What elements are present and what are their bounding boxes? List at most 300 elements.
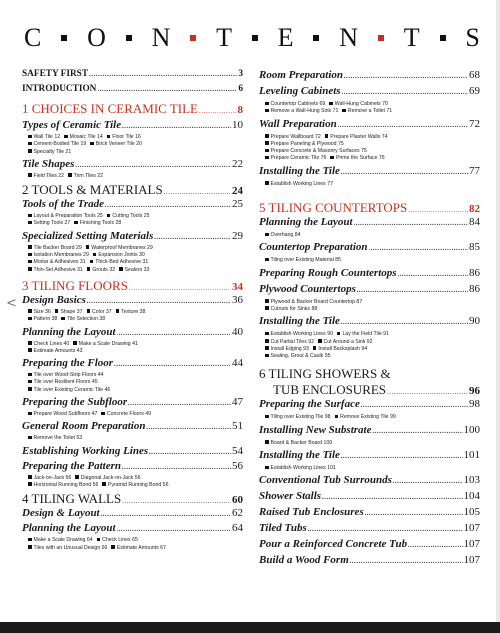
bullet-square-icon <box>107 214 111 218</box>
subtopic-item[interactable]: Install Backsplash 94 <box>313 346 367 352</box>
page-number: 103 <box>463 474 480 487</box>
page-number: 86 <box>469 282 480 295</box>
dot-leader <box>122 464 231 471</box>
bullet-square-icon <box>28 475 32 479</box>
bullet-square-icon <box>329 102 333 106</box>
dot-leader <box>308 526 463 533</box>
bullet-square-icon <box>265 156 269 160</box>
bullet-square-icon <box>265 466 269 470</box>
bullet-square-icon <box>265 332 269 336</box>
subtopic-item[interactable]: Diagonal Jack-on-Jack 56 <box>75 475 140 481</box>
page-number: 51 <box>232 420 243 433</box>
subtopics <box>259 181 480 188</box>
dot-leader <box>357 287 468 294</box>
bullet-square-icon <box>74 221 78 225</box>
entry-title: INTRODUCTION <box>22 84 97 94</box>
page-number: 82 <box>469 203 480 216</box>
subtopic-item[interactable]: Tiles with an Unusual Design 66 <box>28 545 107 551</box>
dot-leader <box>408 207 468 214</box>
subtopics <box>22 173 243 180</box>
dot-leader <box>322 494 462 501</box>
contents-left-column <box>22 69 243 554</box>
page-number: 34 <box>232 280 243 293</box>
subtopics <box>22 213 243 228</box>
dot-leader <box>89 71 237 78</box>
toc-entry-surface[interactable] <box>259 398 480 414</box>
bullet-square-icon <box>55 309 59 313</box>
subtopics <box>22 411 243 418</box>
subtopics <box>259 299 480 314</box>
entry-title: Planning the Layout <box>22 325 116 338</box>
toc-entry-raised[interactable] <box>259 506 480 522</box>
subtopic-item[interactable]: Mortar & Adhesives 31 <box>28 259 86 265</box>
dot-leader <box>408 542 462 549</box>
subtopics <box>22 245 243 274</box>
bullet-square-icon <box>28 309 32 313</box>
bullet-square-icon <box>28 267 32 271</box>
bullet-square-icon <box>28 545 32 549</box>
toc-entry-shapes[interactable] <box>22 158 243 173</box>
subtopic-item[interactable]: Pyramid Running Bond 56 <box>102 482 168 488</box>
toc-entry-install-walls[interactable] <box>259 165 480 181</box>
subtopic-item[interactable]: Cut Partial Tiles 92 <box>265 339 314 345</box>
subtopic-item[interactable]: Prime the Surface 76 <box>330 155 384 161</box>
entry-title: Preparing the Floor <box>22 357 114 370</box>
subtopic-item[interactable]: Cement-Bodied Tile 19 <box>28 141 86 147</box>
subtopic-item[interactable]: Specialty Tile 21 <box>28 149 71 155</box>
dot-leader <box>344 73 468 80</box>
bullet-square-icon <box>28 317 32 321</box>
title-letter: T <box>403 23 420 52</box>
subtopic-item[interactable]: Check Lines 65 <box>97 537 138 543</box>
dot-leader <box>97 86 237 93</box>
subtopic-item[interactable]: Establish Working Lines 77 <box>265 181 333 187</box>
subtopic-item[interactable]: Estimate Amounts 43 <box>28 348 83 354</box>
page-number: 56 <box>232 459 243 472</box>
subtopic-item[interactable]: Cutting Tools 25 <box>107 213 150 219</box>
bullet-square-icon <box>265 440 269 444</box>
bullet-square-icon <box>119 267 123 271</box>
entry-title: Planning the Layout <box>259 216 353 229</box>
subtopic-item[interactable]: Tile over Resilient Floors 45 <box>28 379 98 385</box>
page-number: 54 <box>232 444 243 457</box>
chapter-6-heading-line2[interactable] <box>259 382 480 398</box>
bullet-square-icon <box>28 412 32 416</box>
bullet-square-icon <box>86 245 90 249</box>
contents-title <box>24 20 480 56</box>
toc-entry-surrounds[interactable] <box>259 474 480 490</box>
bullet-square-icon <box>93 253 97 257</box>
dot-leader <box>341 169 468 176</box>
subtopic-item[interactable]: Prepare Ceramic Tile 76 <box>265 155 326 161</box>
entry-title: Room Preparation <box>259 69 344 81</box>
entry-title: 2 TOOLS & MATERIALS <box>22 182 163 198</box>
toc-entry-tiled-tubs[interactable] <box>259 522 480 538</box>
bullet-square-icon <box>28 341 32 345</box>
toc-entry-plywood[interactable] <box>259 283 480 299</box>
toc-entry-plan-counter[interactable] <box>259 216 480 232</box>
dot-leader <box>128 400 231 407</box>
subtopic-item[interactable]: Make a Scale Drawing 41 <box>73 341 138 347</box>
bullet-square-icon <box>265 149 269 153</box>
entry-title: Planning the Layout <box>22 522 116 535</box>
subtopic-item[interactable]: Estimate Amounts 67 <box>111 545 166 551</box>
entry-title: Pour a Reinforced Concrete Tub <box>259 538 408 551</box>
entry-title: Establishing Working Lines <box>22 444 149 457</box>
title-dot <box>190 35 196 41</box>
dot-leader <box>341 453 463 460</box>
entry-title: Installing the Tile <box>259 164 340 177</box>
bullet-square-icon <box>28 173 32 177</box>
bullet-square-icon <box>28 260 32 264</box>
page-number: 68 <box>469 69 480 81</box>
subtopic-item[interactable]: Thin-Set Adhesive 31 <box>28 267 83 273</box>
dot-leader <box>87 298 231 305</box>
subtopics <box>259 257 480 264</box>
entry-title: SAFETY FIRST <box>22 69 89 79</box>
page-number: 107 <box>463 554 480 567</box>
toc-entry-install-shower[interactable] <box>259 449 480 465</box>
bullet-square-icon <box>28 538 32 542</box>
bullet-square-icon <box>28 380 32 384</box>
entry-title: Conventional Tub Surrounds <box>259 474 392 487</box>
subtopic-item[interactable]: Prepare Wood Subfloors 47 <box>28 411 97 417</box>
subtopics <box>22 537 243 552</box>
page-number: 96 <box>469 385 480 398</box>
subtopic-item[interactable]: Wall-Hung Cabinets 70 <box>329 101 388 107</box>
bullet-square-icon <box>265 109 269 113</box>
title-dot <box>440 35 446 41</box>
toc-entry-subfloor[interactable] <box>22 396 243 411</box>
dot-leader <box>154 234 231 241</box>
subtopic-item[interactable]: Size 36 <box>28 309 51 315</box>
bullet-square-icon <box>61 317 65 321</box>
toc-entry-room-prep[interactable] <box>259 69 480 85</box>
page-number: 25 <box>232 198 243 211</box>
bullet-square-icon <box>342 109 346 113</box>
toc-entry-plan[interactable] <box>22 326 243 341</box>
bullet-square-icon <box>265 339 269 343</box>
title-dot <box>378 35 384 41</box>
subtopic-item[interactable]: Overhang 84 <box>265 232 301 238</box>
bullet-square-icon <box>87 267 91 271</box>
contents-right-column <box>259 69 480 570</box>
dot-leader <box>338 122 468 129</box>
toc-entry-introduction[interactable] <box>22 84 243 99</box>
entry-title: 3 TILING FLOORS <box>22 277 128 293</box>
bullet-square-icon <box>97 538 101 542</box>
toc-entry-prep-floor[interactable] <box>22 357 243 372</box>
dot-leader <box>122 498 231 505</box>
bullet-square-icon <box>265 141 269 145</box>
dot-leader <box>199 108 237 115</box>
bullet-square-icon <box>265 354 269 358</box>
title-letter: N <box>151 23 171 52</box>
bullet-square-icon <box>28 373 32 377</box>
dot-leader <box>387 389 468 396</box>
entry-title: Tile Shapes <box>22 157 75 170</box>
subtopics <box>259 414 480 421</box>
subtopic-item[interactable]: Brick Veneer Tile 20 <box>90 141 142 147</box>
subtopics <box>259 465 480 472</box>
toc-entry-materials[interactable] <box>22 230 243 245</box>
subtopics <box>259 440 480 447</box>
subtopic-item[interactable]: Establish Working Lines 101 <box>265 465 336 471</box>
dot-leader <box>398 271 468 278</box>
page-number: 44 <box>232 357 243 370</box>
page-number: 24 <box>232 185 243 198</box>
toc-entry-stalls[interactable] <box>259 490 480 506</box>
toc-entry-countertop-prep[interactable] <box>259 241 480 257</box>
prev-page-arrow-icon[interactable]: < <box>6 296 17 311</box>
page-number: 84 <box>469 216 480 229</box>
subtopic-item[interactable]: Prepare Wallboard 72 <box>265 134 321 140</box>
dot-leader <box>365 510 463 517</box>
subtopic-item[interactable]: Mosaic Tile 14 <box>64 134 103 140</box>
entry-title: Preparing the Surface <box>259 398 360 411</box>
subtopic-item[interactable]: Tile over Existing Ceramic Tile 46 <box>28 387 110 393</box>
page-number: 22 <box>232 157 243 170</box>
toc-entry-safety-first[interactable] <box>22 69 243 84</box>
entry-title: Build a Wood Form <box>259 554 349 567</box>
page-number: 40 <box>232 325 243 338</box>
bullet-square-icon <box>68 173 72 177</box>
subtopics <box>259 101 480 116</box>
title-dot <box>252 35 258 41</box>
entry-title: General Room Preparation <box>22 420 146 433</box>
page-edge-shadow <box>496 0 500 633</box>
subtopic-item[interactable]: Lay the Field Tile 91 <box>337 331 389 337</box>
toc-entry-types[interactable] <box>22 119 243 134</box>
chapter-4-heading[interactable] <box>22 491 243 507</box>
subtopic-item[interactable]: Texture 38 <box>116 309 146 315</box>
subtopic-item[interactable]: Check Lines 40 <box>28 341 69 347</box>
toc-entry-install-counter[interactable] <box>259 315 480 331</box>
toc-entry-plan-walls[interactable] <box>22 522 243 537</box>
entry-title: 1 CHOICES IN CERAMIC TILE <box>22 101 198 116</box>
bullet-square-icon <box>28 387 32 391</box>
subtopic-item[interactable]: Remove Existing Tile 99 <box>335 414 396 420</box>
subtopic-item[interactable]: Sealing, Grout & Caulk 95 <box>265 353 330 359</box>
page-number: 29 <box>232 229 243 242</box>
page-number: 77 <box>469 164 480 177</box>
toc-entry-tools[interactable] <box>22 198 243 213</box>
page-number: 8 <box>237 104 243 116</box>
bullet-square-icon <box>265 134 269 138</box>
bullet-square-icon <box>28 214 32 218</box>
page-number: 6 <box>238 84 243 94</box>
subtopic-item[interactable]: Concrete Floors 49 <box>101 411 151 417</box>
chapter-3-heading[interactable] <box>22 278 243 294</box>
subtopic-item[interactable]: Thick-Bed Adhesive 31 <box>90 259 149 265</box>
subtopic-item[interactable]: Prepare Paneling & Plywood 75 <box>265 141 344 147</box>
page-number: 107 <box>463 538 480 551</box>
subtopics <box>259 134 480 163</box>
bullet-square-icon <box>28 348 32 352</box>
subtopic-item[interactable]: Sealers 33 <box>119 267 149 273</box>
subtopic-item[interactable]: Tile over Wood-Strip Floors 44 <box>28 372 104 378</box>
subtopic-item[interactable]: Board & Backer Board 100 <box>265 440 332 446</box>
toc-entry-leveling[interactable] <box>259 85 480 101</box>
page-number: 47 <box>232 396 243 409</box>
toc-entry-design-layout[interactable] <box>22 507 243 522</box>
page-number: 72 <box>469 117 480 130</box>
subtopic-item[interactable]: Tiling over Existing Material 85 <box>265 257 341 263</box>
subtopic-item[interactable]: Wall Tile 12 <box>28 134 60 140</box>
dot-leader <box>372 428 462 435</box>
entry-title: 6 TILING SHOWERS & <box>259 366 391 382</box>
dot-leader <box>361 402 468 409</box>
subtopic-item[interactable]: Prepare Concrete & Masonry Surfaces 75 <box>265 148 367 154</box>
dot-leader <box>117 526 231 533</box>
entry-title: Tiled Tubs <box>259 522 307 535</box>
bullet-square-icon <box>337 332 341 336</box>
bullet-square-icon <box>265 102 269 106</box>
subtopic-item[interactable]: Plywood & Backer Board Countertop 87 <box>265 299 362 305</box>
bullet-square-icon <box>90 260 94 264</box>
subtopic-item[interactable]: Jack-on-Jack 56 <box>28 475 71 481</box>
subtopics <box>22 435 243 442</box>
entry-title: 5 TILING COUNTERTOPS <box>259 200 408 216</box>
subtopic-item[interactable]: Pattern 38 <box>28 316 57 322</box>
dot-leader <box>75 162 231 169</box>
subtopic-item[interactable]: Cut Around a Sink 92 <box>318 339 373 345</box>
bullet-square-icon <box>73 341 77 345</box>
bullet-square-icon <box>265 181 269 185</box>
subtopics <box>259 232 480 239</box>
toc-entry-pour[interactable] <box>259 538 480 554</box>
title-dot <box>61 35 67 41</box>
page-number: 98 <box>469 398 480 411</box>
entry-title: Specialized Setting Materials <box>22 229 154 242</box>
subtopic-item[interactable]: Trim Tiles 22 <box>68 173 103 179</box>
entry-title: Installing the Tile <box>259 315 340 328</box>
subtopic-item[interactable]: Cutouts for Sinks 88 <box>265 306 317 312</box>
page-number: 64 <box>232 522 243 535</box>
toc-entry-design[interactable] <box>22 294 243 309</box>
bullet-square-icon <box>75 475 79 479</box>
subtopics <box>22 309 243 324</box>
subtopic-item[interactable]: Tile Selection 38 <box>61 316 105 322</box>
subtopic-item[interactable]: Remove a Toilet 71 <box>342 108 392 114</box>
entry-title: Plywood Countertops <box>259 282 356 295</box>
dot-leader <box>117 330 231 337</box>
subtopic-item[interactable]: Finishing Tools 28 <box>74 220 121 226</box>
subtopic-item[interactable]: Waterproof Membranes 29 <box>86 245 153 251</box>
dot-leader <box>342 89 468 96</box>
bullet-square-icon <box>107 135 111 139</box>
subtopic-item[interactable]: Tiling over Existing Tile 98 <box>265 414 331 420</box>
subtopic-item[interactable]: Install Edging 93 <box>265 346 309 352</box>
subtopic-item[interactable]: Layout & Preparation Tools 25 <box>28 213 103 219</box>
bullet-square-icon <box>28 245 32 249</box>
entry-title: Design & Layout <box>22 507 100 520</box>
subtopic-item[interactable]: Remove the Toilet 53 <box>28 435 82 441</box>
bullet-square-icon <box>87 309 91 313</box>
entry-title: Countertop Preparation <box>259 241 368 254</box>
toc-entry-pattern[interactable] <box>22 460 243 475</box>
bullet-square-icon <box>102 482 106 486</box>
page-number: 69 <box>469 85 480 97</box>
subtopic-item[interactable]: Field Tiles 22 <box>28 173 64 179</box>
page-number: 101 <box>463 449 480 462</box>
title-letter: O <box>87 23 106 52</box>
subtopic-item[interactable]: Floor Tile 16 <box>107 134 141 140</box>
dot-leader <box>354 220 468 227</box>
page-number: 90 <box>469 315 480 328</box>
bullet-square-icon <box>28 135 32 139</box>
subtopic-item[interactable]: Expansion Joints 30 <box>93 252 145 258</box>
subtopic-item[interactable]: Grouts 32 <box>87 267 115 273</box>
dot-leader <box>393 478 463 485</box>
bullet-square-icon <box>335 415 339 419</box>
subtopic-item[interactable]: Establish Working Lines 90 <box>265 331 333 337</box>
entry-title: Shower Stalls <box>259 490 322 503</box>
dot-leader <box>114 361 231 368</box>
subtopics <box>22 475 243 490</box>
subtopic-item[interactable]: Isolation Membranes 29 <box>28 252 89 258</box>
entry-title: Installing the Tile <box>259 449 340 462</box>
page-number: 62 <box>232 507 243 520</box>
subtopics <box>22 341 243 356</box>
toc-entry-general[interactable] <box>22 420 243 435</box>
title-dot <box>313 35 319 41</box>
chapter-1-heading[interactable] <box>22 101 243 119</box>
bullet-square-icon <box>265 346 269 350</box>
chapter-5-heading[interactable] <box>259 200 480 216</box>
bullet-square-icon <box>28 149 32 153</box>
dot-leader <box>149 449 231 456</box>
toc-entry-rough-countertops[interactable] <box>259 267 480 283</box>
entry-title: Leveling Cabinets <box>259 85 341 97</box>
subtopic-item[interactable]: Countertop Cabinets 69 <box>265 101 325 107</box>
bullet-square-icon <box>28 436 32 440</box>
subtopic-item[interactable]: Prepare Plaster Walls 74 <box>325 134 388 140</box>
subtopic-item[interactable]: Color 37 <box>87 309 112 315</box>
subtopic-item[interactable]: Setting Tools 27 <box>28 220 70 226</box>
subtopic-item[interactable]: Make a Scale Drawing 64 <box>28 537 93 543</box>
bullet-square-icon <box>28 142 32 146</box>
entry-title: Preparing the Subfloor <box>22 396 128 409</box>
dot-leader <box>164 189 231 196</box>
bullet-square-icon <box>318 339 322 343</box>
page-number: 104 <box>463 490 480 503</box>
title-letter: C <box>24 23 42 52</box>
toc-entry-wall-prep[interactable] <box>259 118 480 134</box>
subtopic-item[interactable]: Shape 37 <box>55 309 83 315</box>
toc-entry-working[interactable] <box>22 445 243 460</box>
dot-leader <box>341 319 468 326</box>
chapter-6-heading-line1[interactable] <box>259 366 480 382</box>
subtopics <box>259 331 480 360</box>
bullet-square-icon <box>116 309 120 313</box>
page-number: 3 <box>238 69 243 79</box>
entry-title: Design Basics <box>22 293 86 306</box>
entry-title: Raised Tub Enclosures <box>259 506 364 519</box>
entry-title: Wall Preparation <box>259 117 337 130</box>
page-number: 10 <box>232 119 243 131</box>
subtopic-item[interactable]: Remove a Wall-Hung Sink 71 <box>265 108 338 114</box>
subtopic-item[interactable]: Horizontal Running Bond 56 <box>28 482 98 488</box>
entry-title: Preparing the Pattern <box>22 459 122 472</box>
toc-entry-wood-form[interactable] <box>259 554 480 570</box>
chapter-2-heading[interactable] <box>22 182 243 198</box>
subtopic-item[interactable]: Tile Backer Board 29 <box>28 245 82 251</box>
toc-entry-substrate[interactable] <box>259 424 480 440</box>
dot-leader <box>129 285 231 292</box>
title-dot <box>126 35 132 41</box>
subtopics <box>22 134 243 156</box>
